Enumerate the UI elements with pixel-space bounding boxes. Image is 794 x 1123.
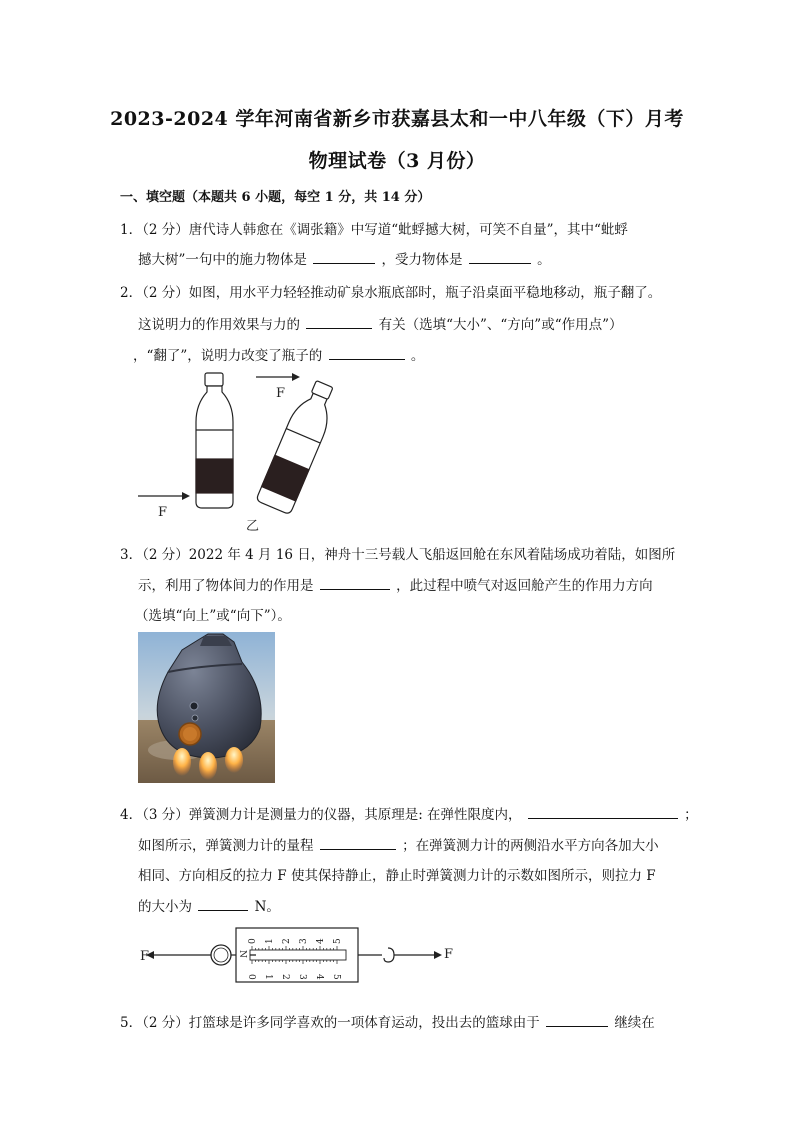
scale-bottom-3: 3	[297, 974, 307, 980]
q4-line4	[138, 895, 280, 915]
q2-text-c: ，“翻了”，说明力改变了瓶子的	[133, 348, 323, 364]
tilted-bottle	[256, 377, 342, 515]
scale-bottom-1: 1	[263, 974, 273, 980]
q4-blank-2[interactable]	[320, 835, 396, 850]
hook-icon	[384, 948, 394, 962]
scale-top-5: 5	[333, 938, 343, 944]
force-label-top: F	[276, 386, 286, 401]
q2-line1: 2．（2 分）如图，用水平力轻轻推动矿泉水瓶底部时，瓶子沿桌面平稳地移动，瓶子翻了。	[120, 285, 662, 301]
q3-line3: （选填“向上”或“向下”）。	[135, 608, 291, 624]
upright-bottle	[196, 373, 233, 508]
q4-line1	[120, 803, 698, 823]
figure-label-yi: 乙	[246, 519, 260, 534]
exam-title-line2: 物理试卷（3 月份）	[308, 150, 486, 172]
scale-top-2: 2	[282, 938, 292, 944]
q4-text-f: N。	[254, 899, 280, 915]
q4-line3: 相同、方向相反的拉力 F 使其保持静止，静止时弹簧测力计的示数如图所示，则拉力 F	[138, 868, 656, 884]
bottles-figure	[130, 364, 350, 536]
push-arrow-top	[256, 373, 300, 381]
scale-top-3: 3	[299, 938, 309, 944]
scale-top-4: 4	[316, 938, 326, 944]
scale-force-right: F	[444, 947, 454, 962]
q2-line2	[138, 313, 623, 333]
capsule-photo	[138, 632, 275, 783]
push-arrow-bottom	[138, 492, 190, 500]
q4-blank-3[interactable]	[198, 896, 248, 911]
q5-blank-1[interactable]	[546, 1012, 608, 1027]
q5-text-b: 继续在	[614, 1015, 655, 1031]
q4-text-c: 如图所示，弹簧测力计的量程	[138, 838, 314, 854]
scale-top-0: 0	[248, 938, 258, 944]
q2-text-b: 有关（选填“大小”、“方向”或“作用点”）	[378, 317, 623, 333]
q4-text-a: 4．（3 分）弹簧测力计是测量力的仪器，其原理是: 在弹性限度内，	[120, 807, 522, 823]
q2-text-a: 这说明力的作用效果与力的	[138, 317, 300, 333]
force-label-left: F	[158, 505, 168, 520]
q5-text-a: 5．（2 分）打篮球是许多同学喜欢的一项体育运动，投出去的篮球由于	[120, 1015, 540, 1031]
scale-bottom-4: 4	[314, 974, 324, 980]
q4-text-d: ；在弹簧测力计的两侧沿水平方向各加大小	[402, 838, 659, 854]
scale-bottom-5: 5	[331, 974, 341, 980]
q1-text-a: 撼大树”一句中的施力物体是	[138, 252, 307, 268]
q1-line2	[138, 248, 551, 268]
q3-text-a: 示，利用了物体间力的作用是	[138, 578, 314, 594]
q2-text-d: 。	[410, 348, 425, 364]
q4-line2	[138, 834, 659, 854]
q3-line1: 3．（2 分）2022 年 4 月 16 日，神舟十三号载人飞船返回舱在东风着陆场成功着陆，如图所	[120, 547, 676, 563]
q3-blank-1[interactable]	[320, 575, 390, 590]
q4-blank-1[interactable]	[528, 804, 678, 819]
scale-bottom-2: 2	[280, 974, 290, 980]
q1-text-c: 。	[537, 252, 551, 268]
q3-text-b: ，此过程中喷气对返回舱产生的作用力方向	[396, 578, 653, 594]
scale-bottom-0: 0	[246, 974, 256, 980]
q3-line2	[138, 574, 653, 594]
q4-text-e: 的大小为	[138, 899, 192, 915]
q5-line1	[120, 1011, 655, 1031]
q1-blank-1[interactable]	[313, 249, 375, 264]
spring-scale-figure	[138, 922, 468, 988]
q2-blank-1[interactable]	[306, 314, 372, 329]
section-heading: 一、填空题（本题共 6 小题，每空 1 分，共 14 分）	[120, 190, 431, 205]
q2-blank-2[interactable]	[329, 345, 405, 360]
scale-unit-n: N	[237, 950, 247, 958]
scale-top-1: 1	[265, 938, 275, 944]
scale-force-left: F	[140, 949, 150, 964]
q1-line1: 1．（2 分）唐代诗人韩愈在《调张籍》中写道“蚍蜉撼大树，可笑不自量”，其中“蚍蜉	[120, 222, 628, 238]
exam-title-line1: 2023-2024 学年河南省新乡市获嘉县太和一中八年级（下）月考	[110, 108, 684, 130]
q1-blank-2[interactable]	[469, 249, 531, 264]
q4-text-b: ；	[684, 807, 698, 823]
q1-text-b: ，受力物体是	[381, 252, 463, 268]
q2-line3	[133, 344, 424, 364]
